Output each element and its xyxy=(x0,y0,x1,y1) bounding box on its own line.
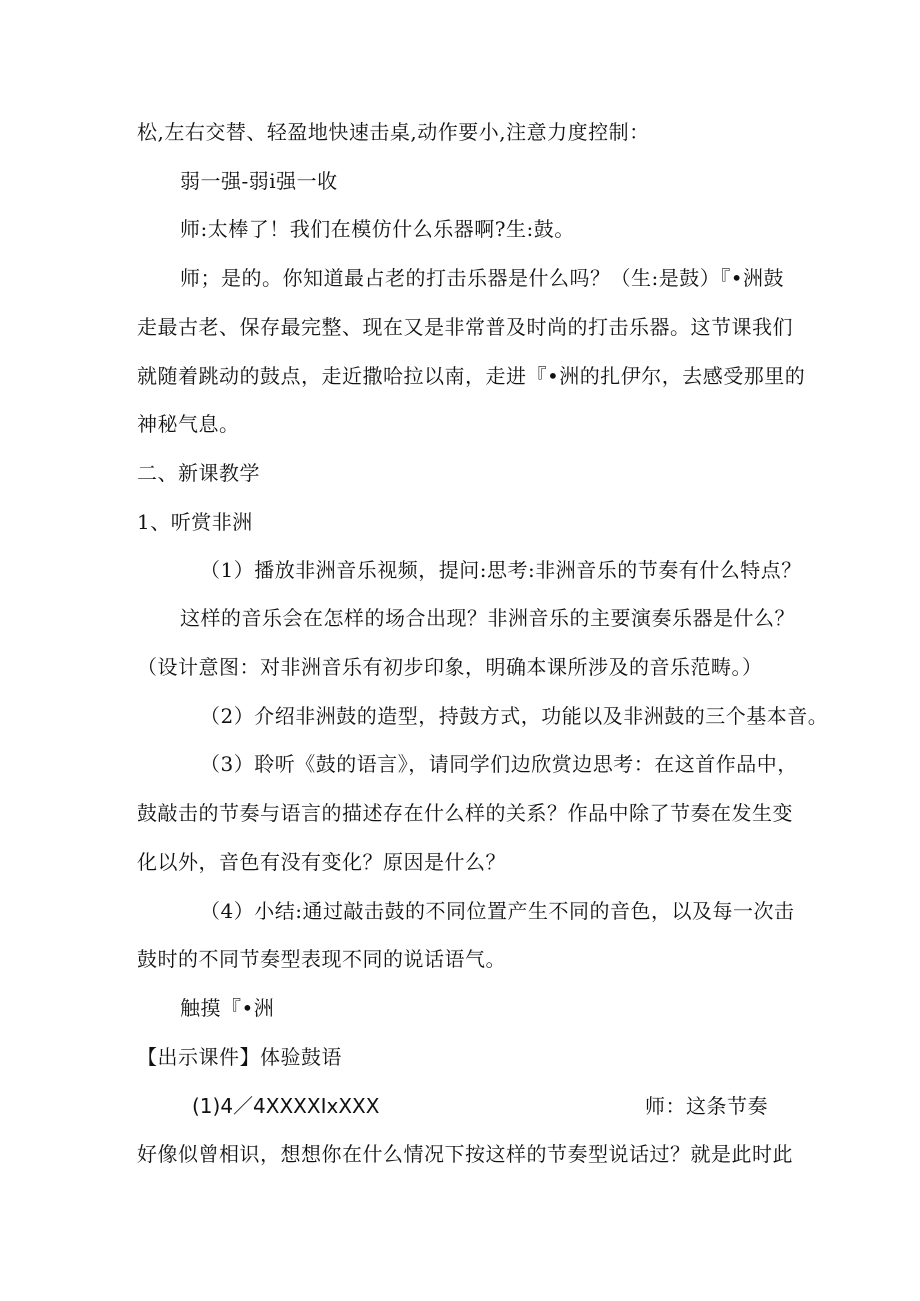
text-line-10: （1）播放非洲音乐视频，提问:思考:非洲音乐的节奏有什么特点？ xyxy=(200,558,802,582)
section-heading: 二、新课教学 xyxy=(137,461,260,485)
text-line-11: 这样的音乐会在怎样的场合出现？非洲音乐的主要演奏乐器是什么？ xyxy=(180,606,795,630)
teacher-note: 师：这条节奏 xyxy=(645,1094,768,1118)
text-line-20: 【出示课件】体验鼓语 xyxy=(137,1045,342,1069)
text-line-15: 鼓敲击的节奏与语言的描述存在什么样的关系？作品中除了节奏在发生变 xyxy=(137,801,793,825)
text-line-6: 就随着跳动的鼓点，走近撒哈拉以南，走进『•洲的扎伊尔，去感受那里的 xyxy=(137,364,806,388)
text-line-12: （设计意图：对非洲音乐有初步印象，明确本课所涉及的音乐范畴。） xyxy=(137,655,763,679)
text-line-18: 鼓时的不同节奏型表现不同的说话语气。 xyxy=(137,947,506,971)
text-line-16: 化以外，音色有没有变化？原因是什么？ xyxy=(137,850,506,874)
text-line-5: 走最古老、保存最完整、现在又是非常普及时尚的打击乐器。这节课我们 xyxy=(137,315,793,339)
rhythm-pattern: (1)4／4XXXXIxXXX xyxy=(192,1094,380,1118)
text-line-1: 松,左右交替、轻盈地快速击桌,动作要小,注意力度控制： xyxy=(137,120,650,144)
text-line-3: 师:太棒了！我们在模仿什么乐器啊?生:鼓。 xyxy=(180,217,575,241)
text-line-4: 师；是的。你知道最占老的打击乐器是什么吗？（生:是鼓）『•洲鼓 xyxy=(180,266,785,290)
text-line-19: 触摸『•洲 xyxy=(180,996,275,1020)
text-line-7: 神秘气息。 xyxy=(137,412,240,436)
text-line-2: 弱一强-弱i强一收 xyxy=(180,169,338,193)
subsection-heading: 1、听赏非洲 xyxy=(137,510,253,534)
text-line-14: （3）聆听《鼓的语言》，请同学们边欣赏边思考：在这首作品中， xyxy=(200,752,798,776)
text-line-22: 好像似曾相识，想想你在什么情况下按这样的节奏型说话过？就是此时此 xyxy=(137,1142,793,1166)
text-line-17: （4）小结:通过敲击鼓的不同位置产生不同的音色，以及每一次击 xyxy=(200,899,795,923)
text-line-13: （2）介绍非洲鼓的造型，持鼓方式，功能以及非洲鼓的三个基本音。 xyxy=(200,704,829,728)
